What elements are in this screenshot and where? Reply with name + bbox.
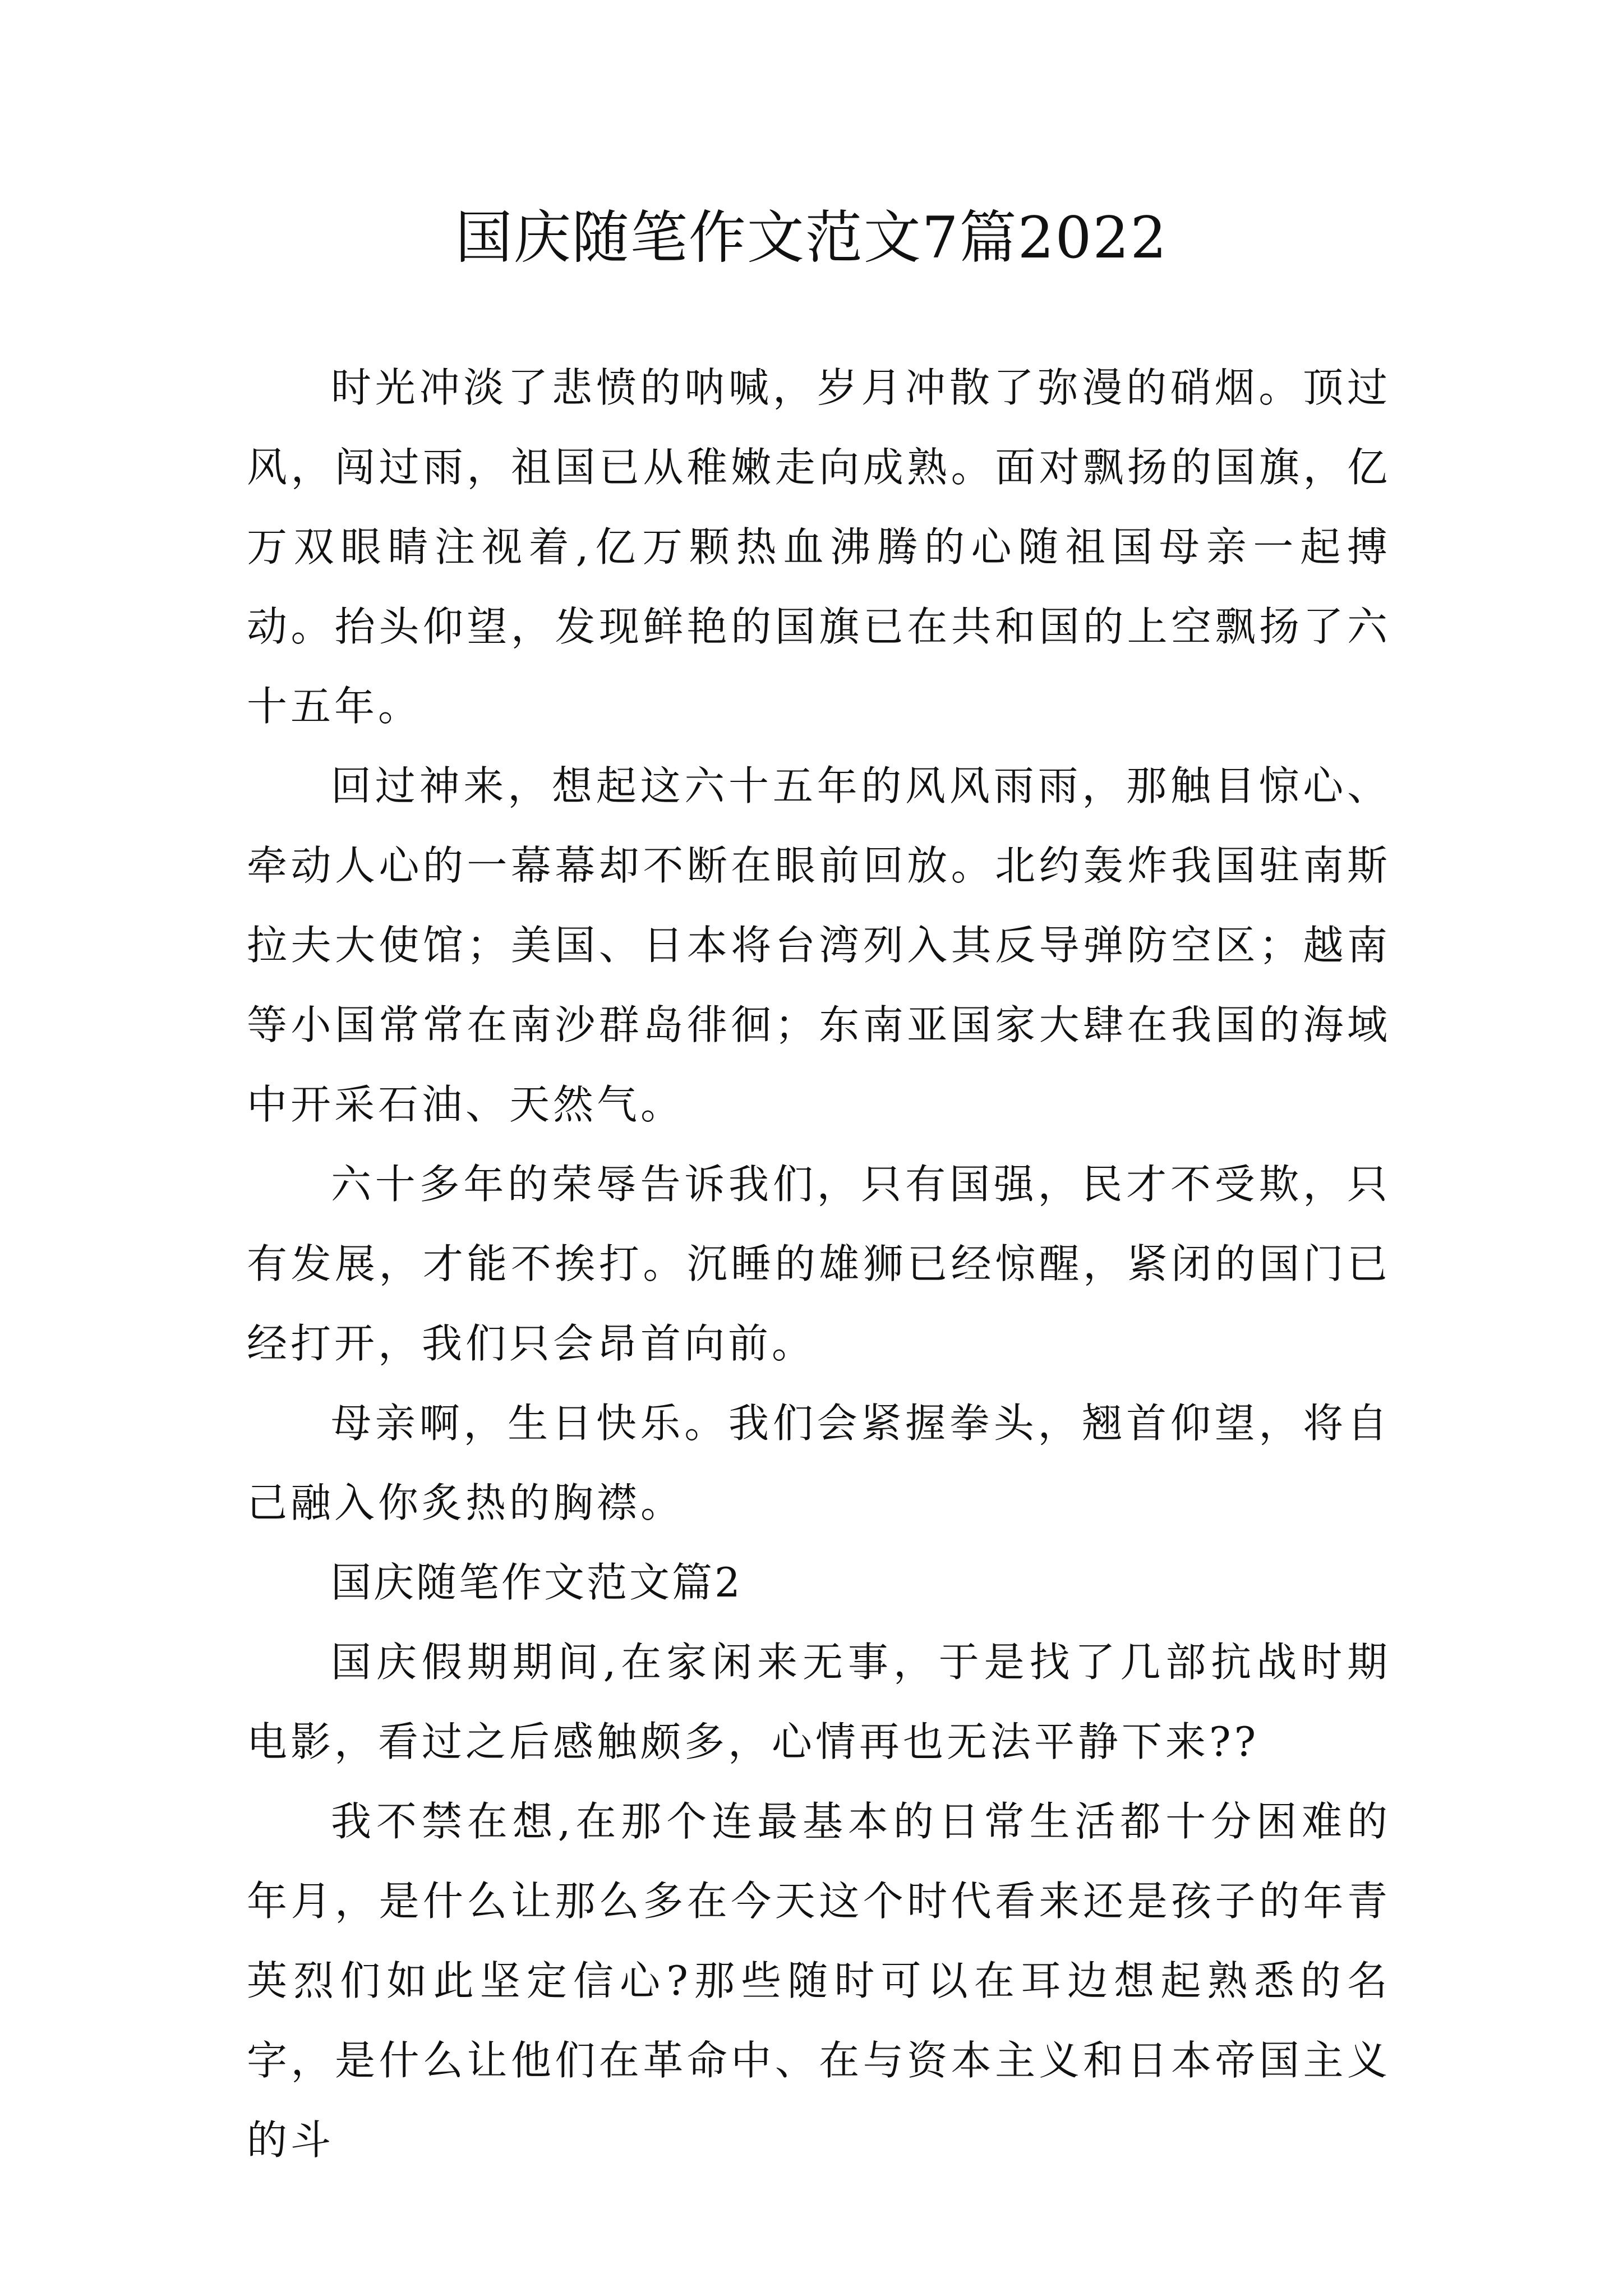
document-body (247, 348, 1391, 2180)
document-title: 国庆随笔作文范文7篇2022 (455, 205, 1168, 272)
section-heading-2: 国庆随笔作文范文篇2 (331, 1559, 743, 1606)
paragraph-3: 六十多年的荣辱告诉我们，只有国强，民才不受欺，只有发展，才能不挨打。沉睡的雄狮已经惊醒，紧闭的国门已经打开，我们只会昂首向前。 (247, 1161, 1391, 1367)
paragraph-5: 国庆假期期间,在家闲来无事，于是找了几部抗战时期电影，看过之后感触颇多，心情再也无法平静下来?? (247, 1639, 1391, 1765)
paragraph-6: 我不禁在想,在那个连最基本的日常生活都十分困难的年月，是什么让那么多在今天这个时代看来还是孩子的年青英烈们如此坚定信心?那些随时可以在耳边想起熟悉的名字，是什么让他们在革命中、在与资本主义和日本帝国主义的斗 (247, 1798, 1391, 2164)
paragraph-1: 时光冲淡了悲愤的呐喊，岁月冲散了弥漫的硝烟。顶过风，闯过雨，祖国已从稚嫩走向成熟。面对飘扬的国旗，亿万双眼睛注视着,亿万颗热血沸腾的心随祖国母亲一起搏动。抬头仰望，发现鲜艳的国旗已在共和国的上空飘扬了六十五年。 (247, 364, 1391, 730)
paragraph-2: 回过神来，想起这六十五年的风风雨雨，那触目惊心、牵动人心的一幕幕却不断在眼前回放。北约轰炸我国驻南斯拉夫大使馆；美国、日本将台湾列入其反导弹防空区；越南等小国常常在南沙群岛徘徊；东南亚国家大肆在我国的海域中开采石油、天然气。 (247, 762, 1391, 1128)
paragraph-4: 母亲啊，生日快乐。我们会紧握拳头，翘首仰望，将自己融入你炙热的胸襟。 (247, 1400, 1391, 1526)
